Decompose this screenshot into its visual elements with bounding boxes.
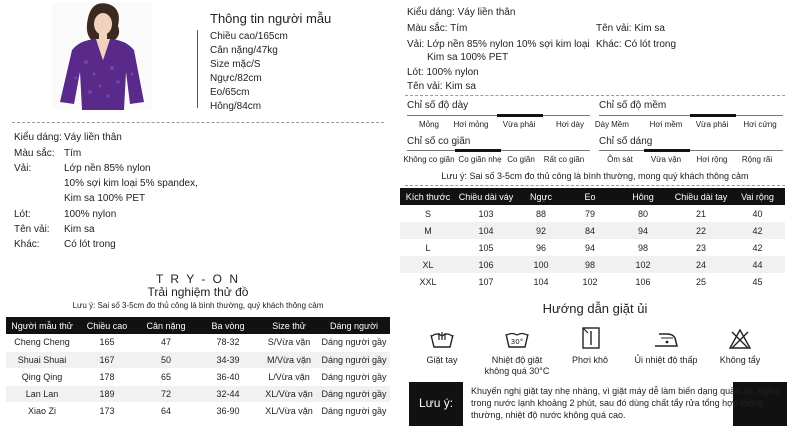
table-cell: 165 xyxy=(78,334,136,351)
table-cell: Dáng người gầy xyxy=(318,385,390,402)
table-cell: M/Vừa vặn xyxy=(260,351,318,368)
spec-style-value: Váy liền thân xyxy=(64,132,122,143)
softness-title: Chỉ số độ mềm xyxy=(599,100,667,111)
care-label: Không tẩy xyxy=(719,355,761,365)
model-bust: Ngực/82cm xyxy=(210,73,262,84)
table-cell: XXL xyxy=(419,276,437,287)
table-cell: 36-90 xyxy=(196,402,260,419)
model-height: Chiều cao/165cm xyxy=(210,31,288,42)
scale-option: Hơi dày xyxy=(556,120,584,129)
hand-wash-icon xyxy=(429,329,455,354)
table-cell: 34-39 xyxy=(196,351,260,368)
right-spec-color: Màu sắc: Tím xyxy=(407,23,468,34)
table-row xyxy=(6,368,390,385)
column-header: Ba vòng xyxy=(196,317,260,334)
right-spec-style: Kiểu dáng: Váy liền thân xyxy=(407,7,516,18)
table-cell: Dáng người gầy xyxy=(318,351,390,368)
spec-color-value: Tím xyxy=(64,148,82,159)
column-header: Chiều dài váy xyxy=(456,188,516,205)
column-header: Size thử xyxy=(260,317,318,334)
table-cell: 104 xyxy=(533,276,549,287)
spec-fabric-name-label: Tên vải: xyxy=(14,224,50,235)
column-header: Chiều dài tay xyxy=(672,188,730,205)
table-cell: 25 xyxy=(695,276,706,287)
table-cell: 167 xyxy=(78,351,136,368)
fit-marker xyxy=(644,149,690,152)
table-cell: 104 xyxy=(456,222,516,239)
table-cell: Lan Lan xyxy=(6,385,78,402)
table-cell: 32-44 xyxy=(196,385,260,402)
column-header: Kích thước xyxy=(400,188,456,205)
table-cell: L/Vừa vặn xyxy=(260,368,318,385)
table-cell: 21 xyxy=(695,208,706,219)
table-cell: 65 xyxy=(136,368,196,385)
right-spec-fabric-1: Vải: Lớp nền 85% nylon 10% sợi kim loại xyxy=(407,39,590,50)
table-cell: 98 xyxy=(637,242,648,253)
table-cell: 80 xyxy=(637,208,648,219)
scale-option: Vừa phải xyxy=(695,120,729,129)
table-row xyxy=(6,351,390,368)
spec-lining-value: 100% nylon xyxy=(64,209,117,220)
thickness-marker xyxy=(497,114,543,117)
spec-color-label: Màu sắc: xyxy=(14,148,55,159)
table-cell: Shuai Shuai xyxy=(6,351,78,368)
stretch-title: Chỉ số co giãn xyxy=(407,136,471,147)
right-spec-other: Khác: Có lót trong xyxy=(596,39,677,50)
table-cell: Dáng người gầy xyxy=(318,334,390,351)
right-spec-lining: Lót: 100% nylon xyxy=(407,67,479,78)
size-header-row xyxy=(400,188,785,205)
table-row xyxy=(400,222,785,239)
tryon-header-row xyxy=(6,317,390,334)
care-label: Ủi nhiệt độ thấp xyxy=(634,355,698,365)
table-cell: XL xyxy=(400,256,456,273)
softness-marker xyxy=(690,114,736,117)
thickness-title: Chỉ số độ dày xyxy=(407,100,469,111)
divider xyxy=(405,185,785,186)
table-cell: 105 xyxy=(478,242,494,253)
divider xyxy=(405,95,785,96)
table-cell: 100 xyxy=(516,256,566,273)
table-row xyxy=(400,256,785,273)
right-spec-fabric-name-2: Tên vải: Kim sa xyxy=(407,81,476,92)
table-row xyxy=(400,239,785,256)
tryon-subtitle: Trải nghiệm thử đồ xyxy=(147,285,249,299)
fit-title: Chỉ số dáng xyxy=(599,136,653,147)
stretch-marker xyxy=(455,149,501,152)
column-header: Eo xyxy=(566,188,614,205)
table-cell: L xyxy=(425,242,431,253)
scale-option: Rộng rãi xyxy=(741,155,773,164)
table-cell: Qing Qing xyxy=(6,368,78,385)
table-cell: 45 xyxy=(752,276,763,287)
table-cell: 92 xyxy=(516,222,566,239)
table-cell: 94 xyxy=(584,242,595,253)
scale-option: Hơi mềm xyxy=(649,120,683,129)
care-title: Hướng dẫn giặt ủi xyxy=(542,301,648,316)
table-cell: 24 xyxy=(672,256,730,273)
right-spec-fabric-2: Kim sa 100% PET xyxy=(427,52,509,63)
table-cell: 50 xyxy=(136,351,196,368)
column-header: Chiều cao xyxy=(78,317,136,334)
spec-other-label: Khác: xyxy=(14,239,40,250)
scale-option: Mềm xyxy=(611,120,629,129)
table-cell: 189 xyxy=(78,385,136,402)
table-cell: S/Vừa vặn xyxy=(260,334,318,351)
model-size: Size mặc/S xyxy=(210,59,261,70)
table-cell: M xyxy=(400,222,456,239)
scale-option: Hơi mỏng xyxy=(453,120,489,129)
wash-temp: 30° xyxy=(510,338,524,346)
table-cell: 72 xyxy=(136,385,196,402)
table-cell: 44 xyxy=(730,256,785,273)
spec-fabric-3: Kim sa 100% PET xyxy=(64,193,146,204)
table-cell: Dáng người gầy xyxy=(318,368,390,385)
table-cell: 103 xyxy=(478,208,494,219)
scale-option: Co giãn xyxy=(507,155,535,164)
table-cell: Xiao Zi xyxy=(6,402,78,419)
table-cell: 102 xyxy=(582,276,598,287)
care-label: Giặt tay xyxy=(426,355,458,365)
table-cell: Dáng người gầy xyxy=(318,402,390,419)
tryon-table xyxy=(6,317,390,420)
table-cell: XL/Vừa vặn xyxy=(260,385,318,402)
scale-option: Hơi cứng xyxy=(743,120,777,129)
spec-fabric-label: Vải: xyxy=(14,163,32,174)
column-header: Ngực xyxy=(516,188,566,205)
care-note-box xyxy=(409,382,787,426)
spec-other-value: Có lót trong xyxy=(64,239,116,250)
model-waist: Eo/65cm xyxy=(210,87,250,98)
spec-style-label: Kiểu dáng: xyxy=(14,132,62,143)
table-cell: 79 xyxy=(584,208,595,219)
scale-option: Mỏng xyxy=(418,120,439,129)
table-cell: 106 xyxy=(456,256,516,273)
table-cell: 40 xyxy=(752,208,763,219)
divider xyxy=(197,30,198,108)
scale-option: Rất co giãn xyxy=(543,155,585,164)
table-cell: 102 xyxy=(614,256,672,273)
table-cell: 173 xyxy=(78,402,136,419)
wash-30-icon xyxy=(504,329,530,354)
scale-option: Vừa phải xyxy=(502,120,536,129)
scale-option: Hơi rộng xyxy=(696,155,728,164)
column-header: Người mẫu thử xyxy=(6,317,78,334)
table-cell: XL/Vừa vặn xyxy=(260,402,318,419)
column-header: Hông xyxy=(614,188,672,205)
care-note-label: Lưu ý: xyxy=(419,396,454,410)
table-row xyxy=(400,205,785,222)
scale-option: Co giãn nhẹ xyxy=(458,155,502,164)
model-info-title: Thông tin người mẫu xyxy=(210,11,332,26)
table-cell: 94 xyxy=(614,222,672,239)
spec-fabric-2: 10% sợi kim loại 5% spandex, xyxy=(64,178,198,189)
care-note-text: Khuyến nghị giặt tay nhẹ nhàng, vì giặt máy dễ làm biến dạng quần áo, ngâm trong nước lạnh khoảng 2 phút, sau đó dùng chất tẩy rửa tổng hợp thông thường, nhiệt độ nước không quá cao. xyxy=(471,386,781,420)
tryon-title: T R Y - O N xyxy=(155,272,240,286)
table-cell: 106 xyxy=(635,276,651,287)
column-header: Vai rộng xyxy=(730,188,785,205)
size-table xyxy=(400,188,785,290)
model-hip: Hông/84cm xyxy=(210,101,262,112)
table-cell: 42 xyxy=(752,242,763,253)
column-header: Dáng người xyxy=(318,317,390,334)
care-label: Nhiệt độ giặt không quá 30°C xyxy=(484,355,550,376)
model-photo xyxy=(52,2,152,110)
spec-lining-label: Lót: xyxy=(14,209,31,220)
scale-track xyxy=(599,150,783,151)
table-cell: 178 xyxy=(78,368,136,385)
column-header: Cân nặng xyxy=(136,317,196,334)
table-cell: 96 xyxy=(535,242,546,253)
table-cell: Cheng Cheng xyxy=(6,334,78,351)
tryon-note: Lưu ý: Sai số 3-5cm đo thủ công là bình thường, quý khách thông cảm xyxy=(72,301,324,310)
scale-option: Vừa vặn xyxy=(650,155,682,164)
spec-fabric-1: Lớp nền 85% nylon xyxy=(64,163,151,174)
table-row xyxy=(6,334,390,351)
table-cell: 36-40 xyxy=(196,368,260,385)
table-cell: 23 xyxy=(695,242,706,253)
table-cell: 84 xyxy=(566,222,614,239)
scale-option: Dày xyxy=(594,120,610,129)
right-spec-fabric-name: Tên vải: Kim sa xyxy=(596,23,665,34)
table-cell: 88 xyxy=(535,208,546,219)
no-bleach-icon xyxy=(728,328,752,355)
table-cell: 107 xyxy=(478,276,494,287)
table-cell: S xyxy=(424,208,431,219)
table-cell: 64 xyxy=(136,402,196,419)
care-label: Phơi khô xyxy=(572,355,608,365)
model-weight: Cân nặng/47kg xyxy=(210,45,278,56)
table-row xyxy=(400,273,785,290)
table-row xyxy=(6,385,390,402)
table-cell: 78-32 xyxy=(196,334,260,351)
divider xyxy=(12,122,384,123)
table-row xyxy=(6,402,390,419)
dry-shade-icon xyxy=(582,327,600,354)
scale-option: Ôm sát xyxy=(607,155,633,164)
spec-fabric-name-value: Kim sa xyxy=(64,224,95,235)
table-cell: 22 xyxy=(672,222,730,239)
table-cell: 42 xyxy=(730,222,785,239)
scale-option: Không co giãn xyxy=(403,155,455,164)
size-note: Lưu ý: Sai số 3-5cm đo thủ công là bình thường, mong quý khách thông cảm xyxy=(441,171,749,181)
table-cell: 47 xyxy=(136,334,196,351)
iron-low-icon xyxy=(653,330,679,353)
table-cell: 98 xyxy=(566,256,614,273)
